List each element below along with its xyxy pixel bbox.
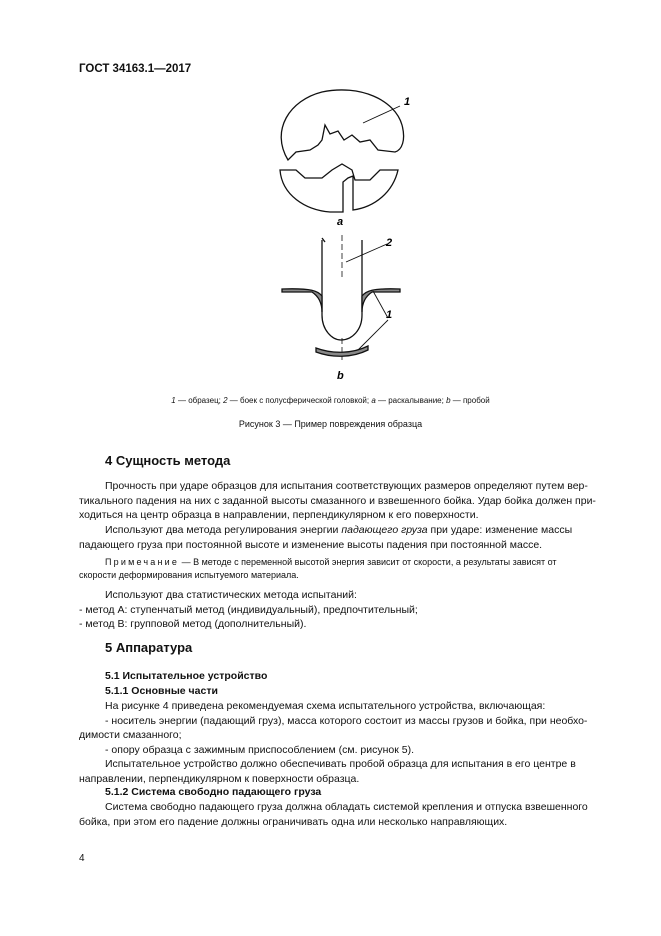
callout-1-bottom: 1 xyxy=(386,309,393,321)
section-4-paragraph-1: Прочность при ударе образцов для испытания соответствующих размеров определяют путем вер- тикального падения на них с заданной высоты смазанного и взвешенного бойка. Удар бойка должен при- ходиться на центр образца в направлении, перпендикулярном к его поверхности. xyxy=(79,480,596,522)
subsection-5-1-2-heading: 5.1.2 Система свободно падающего груза xyxy=(105,786,322,798)
subsection-5-1-1-body: На рисунке 4 приведена рекомендуемая схема испытательного устройства, включающая: - носитель энергии (падающий груз), масса которого состоит из массы грузов и бойка, при необхо- димости смазанного; - опору образца с зажимным приспособлением (см. рисунок 5). Испытательное устройство должно обеспечивать пробой образца для испытания в его центре в направлении, перпендикулярном к поверхности образца. xyxy=(79,700,588,785)
callout-leader-1-bottom-b xyxy=(358,320,388,350)
section-4-methods: Используют два статистических метода испытаний: - метод A: ступенчатый метод (индивидуальный), предпочтительный; - метод B: групповой метод (дополнительный). xyxy=(79,589,418,631)
figure-3-drawing xyxy=(0,0,661,400)
subsection-5-1-heading: 5.1 Испытательное устройство xyxy=(105,670,268,682)
penetration-drawing xyxy=(282,235,400,360)
figure-legend: 1 — образец; 2 — боек с полусферической головкой; а — раскалывание; b — пробой xyxy=(171,396,490,405)
callout-2: 2 xyxy=(386,237,393,249)
section-4-paragraph-2: Используют два метода регулирования энергии падающего груза при ударе: изменение массы падающего груза при постоянной высоте и изменение высоты падения при постоянной массе. xyxy=(79,524,573,551)
page-number: 4 xyxy=(79,853,85,864)
figure-label-b: b xyxy=(337,370,344,382)
section-4-heading: 4 Сущность метода xyxy=(105,453,231,468)
subsection-5-1-1-heading: 5.1.1 Основные части xyxy=(105,685,218,697)
document-header: ГОСТ 34163.1—2017 xyxy=(79,63,192,75)
callout-1-top: 1 xyxy=(404,96,411,108)
callout-leader-1-top xyxy=(363,106,400,123)
section-5-heading: 5 Аппаратура xyxy=(105,640,193,655)
figure-label-a: а xyxy=(337,216,344,228)
section-4-note: Примечание — В методе с переменной высотой энергия зависит от скорости, а результаты зависят от скорости деформирования испытуемого материала. xyxy=(79,557,557,580)
callout-leader-2 xyxy=(346,244,387,262)
figure-caption: Рисунок 3 — Пример повреждения образца xyxy=(238,419,423,429)
split-sample-drawing xyxy=(280,90,404,212)
subsection-5-1-2-body: Система свободно падающего груза должна обладать системой крепления и отпуска взвешенного бойка, при этом его падение должны ограничивать одна или несколько направляющих. xyxy=(79,801,588,828)
